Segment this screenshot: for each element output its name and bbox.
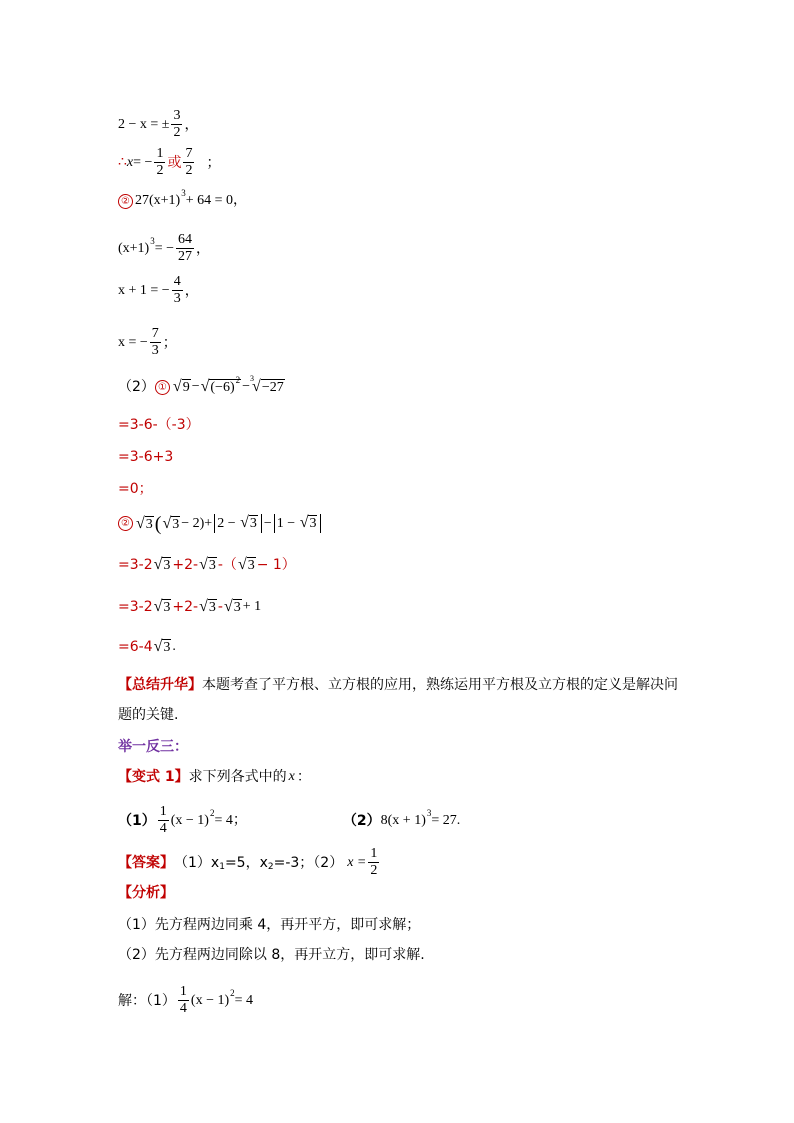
denominator: 3 (173, 291, 181, 306)
root-index: 3 (250, 374, 255, 383)
radicand: 3 (163, 558, 171, 573)
absolute-value: 2 − √ 3 (214, 514, 262, 533)
radicand: 3 (247, 558, 255, 573)
fraction (154, 146, 165, 179)
radicand: 3 (163, 640, 171, 655)
radicand: 3 (208, 558, 216, 573)
equation-line-1 (118, 108, 198, 141)
circled-number: ① (155, 380, 170, 395)
problem-2-1 (118, 374, 286, 396)
part-label: （1） (118, 812, 156, 829)
exponent: 3 (181, 188, 186, 198)
numerator: 7 (185, 146, 193, 161)
exponent: 2 (209, 807, 215, 818)
cube-root: √ −27 (252, 378, 284, 395)
radicand: 3 (208, 600, 216, 615)
fraction (176, 232, 194, 265)
sqrt: √ 3 (237, 556, 255, 573)
expr: 2 − x = ± (118, 116, 170, 132)
fraction (183, 146, 194, 179)
fraction (150, 326, 161, 359)
expr: + 1 (242, 599, 262, 614)
summary-text: 本题考查了平方根、立方根的应用，熟练运用平方根及立方根的定义是解决问 (202, 677, 678, 693)
sqrt: √ 3 (153, 598, 171, 615)
part-label: （2） (118, 379, 155, 395)
radicand: (−6) (210, 380, 235, 395)
fraction (158, 804, 169, 837)
expr: − 1） (256, 557, 296, 573)
numerator: 7 (151, 326, 159, 341)
sqrt: √ 3 (223, 598, 241, 615)
exponent: 2 (235, 375, 241, 385)
expr: = 4 (234, 992, 254, 1008)
fraction (171, 108, 182, 141)
analysis-tag: 【分析】 (118, 885, 174, 901)
numerator: 1 (159, 804, 167, 819)
expr: 27(x+1) (135, 193, 181, 208)
question-text: 求下列各式中的 (188, 769, 287, 785)
subscript: 1 (219, 861, 225, 872)
circled-number: ② (118, 194, 133, 209)
numerator: 1 (370, 846, 378, 861)
answer-text: =-3；（2） (273, 854, 344, 871)
expr: + 64 = 0， (185, 193, 248, 208)
step-line: =3-6+3 (118, 449, 174, 465)
expr: =3-2 (118, 599, 153, 615)
equation-line-4 (118, 232, 210, 265)
denominator: 2 (370, 863, 378, 878)
numerator: 4 (173, 274, 181, 289)
denominator: 4 (159, 821, 167, 836)
analysis-step: （1）先方程两边同乘 4，再开平方，即可求解； (118, 917, 421, 933)
radicand: 3 (163, 600, 171, 615)
exponent: 3 (150, 235, 155, 246)
fraction (368, 846, 379, 879)
variant-tag: 【变式 1】 (118, 769, 189, 785)
variable: x = (347, 854, 367, 870)
sqrt: √ 3 (199, 598, 216, 615)
radicand: 9 (182, 380, 190, 395)
answer-tag: 【答案】 (118, 854, 174, 871)
sqrt: √ 3 (162, 514, 180, 532)
expr: (x − 1) (190, 992, 230, 1008)
expr: -（ (217, 557, 237, 573)
variant-question (118, 768, 311, 786)
denominator: 3 (151, 343, 159, 358)
analysis-heading (118, 884, 174, 902)
expr: = − (133, 154, 153, 170)
circled-number: ② (118, 516, 133, 531)
numerator: 64 (178, 232, 193, 247)
sqrt: √ 3 (136, 514, 153, 532)
punct: ； (162, 334, 177, 351)
variable: x (288, 769, 295, 784)
therefore-symbol: ∴ (118, 154, 127, 170)
expr: 2 − (217, 516, 240, 531)
expr: 1 − (276, 516, 299, 531)
radicand: 3 (145, 516, 153, 532)
expr: 8(x + 1) (380, 812, 426, 828)
exponent: 2 (230, 987, 235, 998)
variant-equations (118, 804, 460, 837)
fraction (172, 274, 183, 307)
punct: ， (196, 240, 211, 257)
punct: ， (184, 282, 199, 299)
expr: =6-4 (118, 639, 153, 655)
expr: (x+1) (118, 240, 150, 256)
operator: − (263, 515, 272, 531)
expr: +2- (172, 557, 199, 573)
expr: =3-2 (118, 557, 153, 573)
or-word: 或 (167, 154, 182, 171)
radicand: 3 (172, 516, 180, 532)
expr: x + 1 = − (118, 282, 170, 298)
equation-line-2 (118, 146, 220, 179)
radicand: 3 (249, 516, 257, 531)
expr: = 4； (214, 812, 247, 828)
subscript: 2 (267, 861, 274, 872)
sqrt: √ 3 (153, 638, 171, 655)
radicand: 3 (309, 516, 317, 531)
denominator: 2 (173, 125, 181, 140)
absolute-value: 1 − √ 3 (274, 514, 322, 533)
radicand: −27 (261, 380, 284, 395)
answer-text: =5，x (224, 854, 268, 871)
sqrt: √ 3 (199, 556, 216, 573)
analysis-step: （2）先方程两边同除以 8，再开立方，即可求解. (118, 947, 425, 963)
step-line (118, 556, 296, 574)
solution-start (118, 984, 253, 1017)
equation-line-3 (118, 188, 248, 210)
answer-line (118, 846, 381, 879)
solution-label: 解：（1） (118, 992, 176, 1009)
numerator: 1 (156, 146, 164, 161)
denominator: 27 (178, 249, 193, 264)
equation-line-5 (118, 274, 199, 307)
section-heading: 举一反三： (118, 739, 188, 755)
denominator: 2 (185, 163, 193, 178)
step-line: =3-6-（-3） (118, 417, 200, 433)
operator: − (242, 379, 251, 394)
sqrt: √ $(-6)^2$ (200, 375, 241, 395)
expr: = − (154, 240, 175, 256)
expr: . (172, 639, 176, 654)
paren: ( (154, 512, 162, 535)
expr: = 27. (431, 812, 461, 828)
fraction (178, 984, 189, 1017)
punct: ： (296, 769, 311, 785)
denominator: 4 (179, 1001, 187, 1016)
expr: - (217, 599, 223, 615)
expr: (x − 1) (170, 812, 209, 828)
punct: ， (184, 116, 199, 133)
numerator: 1 (179, 984, 187, 999)
expr: − 2) (181, 515, 205, 531)
denominator: 2 (156, 163, 164, 178)
summary-paragraph (118, 676, 678, 694)
step-line: =0； (118, 481, 153, 497)
variable: x (126, 154, 134, 170)
answer-text: （1）x (174, 854, 220, 871)
part-label: （2） (342, 812, 381, 829)
summary-tag: 【总结升华】 (118, 677, 202, 693)
expr: x = − (118, 334, 148, 350)
operator: + (204, 515, 213, 531)
numerator: 3 (173, 108, 181, 123)
expr: +2- (172, 599, 199, 615)
exponent: 3 (426, 807, 432, 818)
sqrt: √ 3 (153, 556, 171, 573)
sqrt: √ 9 (172, 378, 190, 395)
punct: ； (206, 154, 221, 171)
operator: − (191, 379, 200, 394)
radicand: 3 (233, 600, 241, 615)
step-line (118, 638, 176, 656)
step-line (118, 598, 261, 616)
equation-line-6 (118, 326, 177, 359)
summary-continuation: 题的关键. (118, 707, 179, 723)
problem-2-2 (118, 514, 323, 533)
